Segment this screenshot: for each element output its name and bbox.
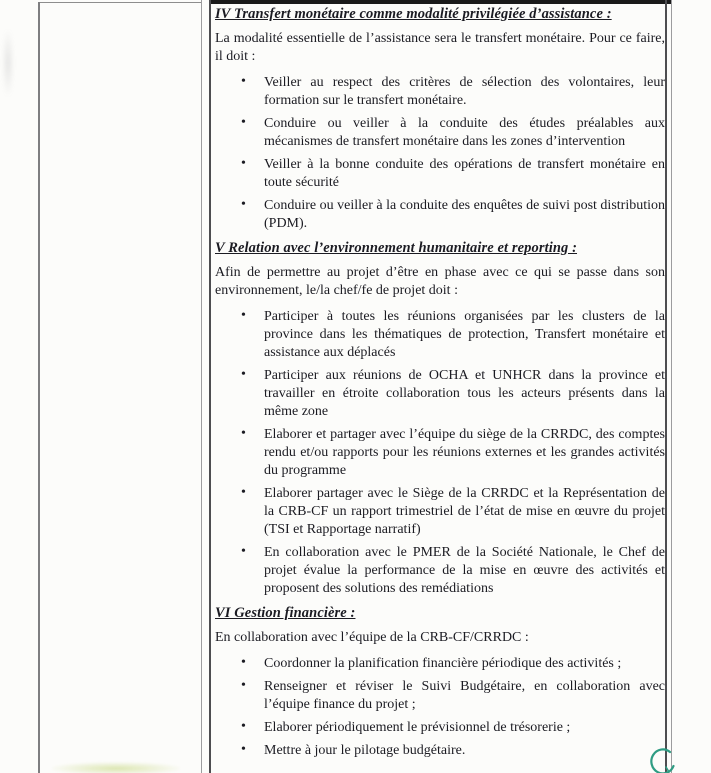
left-table-cell-empty <box>40 3 201 773</box>
list-item <box>241 742 665 760</box>
section-transfert-monetaire <box>215 5 665 233</box>
bullet-icon: • <box>241 197 246 212</box>
list-item-text: Conduire ou veiller à la conduite des enquêtes de suivi post distribution (PDM). <box>264 198 665 231</box>
list-item-text: Conduire ou veiller à la conduite des études préalables aux mécanismes de transfert monétaire dans les zones d’intervention <box>264 116 665 149</box>
bullet-icon: • <box>241 156 246 171</box>
bullet-icon: • <box>241 544 246 559</box>
section-intro: Afin de permettre au projet d’être en phase avec ce qui se passe dans son environnement, le/la chef/fe de projet doit : <box>215 265 665 298</box>
table-border-right-inner <box>665 0 667 773</box>
list-item-text: Elaborer partager avec le Siège de la CRRDC et la Représentation de la CRB-CF un rapport trimestriel de l’état de mise en œuvre du projet (TSI et Rapportage narratif) <box>264 486 665 537</box>
list-item <box>241 156 665 192</box>
list-item-text: Veiller à la bonne conduite des opérations de transfert monétaire en toute sécurité <box>264 157 665 190</box>
list-item-text: Renseigner et réviser le Suivi Budgétaire, en collaboration avec l’équipe finance du projet ; <box>264 679 665 712</box>
list-item <box>241 485 665 539</box>
list-item <box>241 115 665 151</box>
section-heading: V Relation avec l’environnement humanitaire et reporting : <box>215 240 578 256</box>
table-column-divider-inner <box>209 0 211 773</box>
bullet-list <box>215 74 665 233</box>
handwritten-green-circle-icon <box>643 747 679 773</box>
bullet-icon: • <box>241 742 246 757</box>
list-item-text: Veiller au respect des critères de sélection des volontaires, leur formation sur le transfert monétaire. <box>264 75 665 108</box>
table-border-top <box>209 0 672 4</box>
section-heading: VI Gestion financière : <box>215 605 356 621</box>
table-border-right-outer <box>671 0 672 773</box>
list-item <box>241 655 665 673</box>
bullet-icon: • <box>241 115 246 130</box>
list-item <box>241 544 665 598</box>
section-intro: En collaboration avec l’équipe de la CRB-CF/CRRDC : <box>215 630 529 645</box>
list-item <box>241 308 665 362</box>
list-item <box>241 678 665 714</box>
right-table-cell <box>215 5 665 765</box>
bullet-icon: • <box>241 719 246 734</box>
bullet-icon: • <box>241 74 246 89</box>
table-column-divider-outer <box>201 0 202 773</box>
list-item-text: En collaboration avec le PMER de la Société Nationale, le Chef de projet évalue la performance de la mise en œuvre des activités et proposent des solutions des remédiations <box>264 545 665 596</box>
section-relation-environnement <box>215 239 665 598</box>
bullet-icon: • <box>241 655 246 670</box>
bullet-list <box>215 655 665 760</box>
bullet-icon: • <box>241 678 246 693</box>
list-item <box>241 367 665 421</box>
scan-artifact-shade <box>2 28 14 98</box>
section-heading: IV Transfert monétaire comme modalité privilégiée d’assistance : <box>215 6 612 22</box>
list-item-text: Mettre à jour le pilotage budgétaire. <box>264 743 466 758</box>
bullet-icon: • <box>241 485 246 500</box>
list-item-text: Elaborer périodiquement le prévisionnel de trésorerie ; <box>264 720 571 735</box>
list-item-text: Participer aux réunions de OCHA et UNHCR dans la province et travailler en étroite collaboration tous les acteurs présents dans la même zone <box>264 368 665 419</box>
green-arc-stroke <box>651 749 673 773</box>
section-gestion-financiere <box>215 604 665 760</box>
bullet-icon: • <box>241 426 246 441</box>
list-item <box>241 719 665 737</box>
bullet-icon: • <box>241 367 246 382</box>
bullet-list <box>215 308 665 598</box>
list-item-text: Elaborer et partager avec l’équipe du siège de la CRRDC, des comptes rendu et/ou rapports pour les réunions externes et les grandes activités du programme <box>264 427 665 478</box>
bullet-icon: • <box>241 308 246 323</box>
list-item-text: Participer à toutes les réunions organisées par les clusters de la province dans les thématiques de protection, Transfert monétaire et assistance aux déplacés <box>264 309 665 360</box>
list-item <box>241 426 665 480</box>
list-item-text: Coordonner la planification financière périodique des activités ; <box>264 656 622 671</box>
list-item <box>241 74 665 110</box>
list-item <box>241 197 665 233</box>
section-intro: La modalité essentielle de l’assistance sera le transfert monétaire. Pour ce faire, il doit : <box>215 31 665 64</box>
